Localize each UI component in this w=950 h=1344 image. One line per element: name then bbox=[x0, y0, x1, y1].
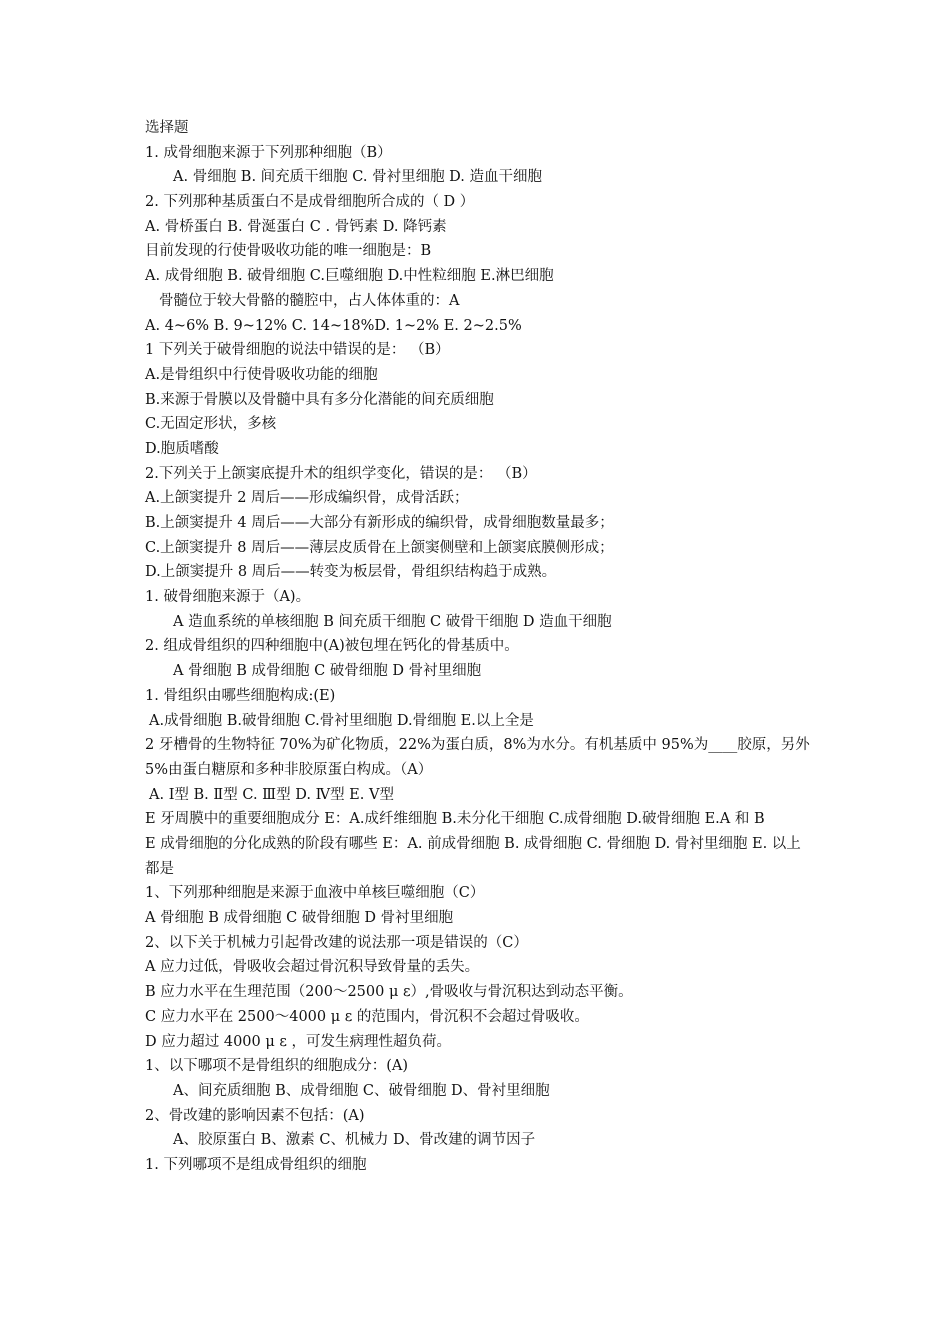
text-line: B.来源于骨膜以及骨髓中具有多分化潜能的间充质细胞 bbox=[145, 391, 494, 408]
text-line: 1. 下列哪项不是组成骨组织的细胞 bbox=[145, 1156, 367, 1173]
text-line: A 骨细胞 B 成骨细胞 C 破骨细胞 D 骨衬里细胞 bbox=[173, 663, 482, 680]
text-line: D 应力超过 4000 μ ε ，可发生病理性超负荷。 bbox=[145, 1033, 452, 1050]
text-line: A. 骨细胞 B. 间充质干细胞 C. 骨衬里细胞 D. 造血干细胞 bbox=[173, 169, 543, 186]
text-line: B 应力水平在生理范围（200～2500 μ ε）,骨吸收与骨沉积达到动态平衡。 bbox=[145, 984, 633, 1001]
text-line: 1. 成骨细胞来源于下列那种细胞（B） bbox=[145, 144, 392, 161]
text-line: 1、下列那种细胞是来源于血液中单核巨噬细胞（C） bbox=[145, 885, 485, 902]
text-line: A 应力过低，骨吸收会超过骨沉积导致骨量的丢失。 bbox=[145, 959, 480, 976]
text-line: A、间充质细胞 B、成骨细胞 C、破骨细胞 D、骨衬里细胞 bbox=[173, 1082, 550, 1099]
text-line: C.无固定形状，多核 bbox=[145, 416, 277, 433]
text-line: 1. 骨组织由哪些细胞构成:(E) bbox=[145, 687, 336, 704]
text-line: C 应力水平在 2500～4000 μ ε 的范围内，骨沉积不会超过骨吸收。 bbox=[145, 1008, 589, 1025]
text-paragraph: E 成骨细胞的分化成熟的阶段有哪些 E：A. 前成骨细胞 B. 成骨细胞 C. 骨细胞 D. 骨衬里细胞 E. 以上都是 bbox=[145, 835, 801, 877]
text-line: A.上颌窦提升 2 周后——形成编织骨，成骨活跃； bbox=[145, 490, 469, 507]
text-line: A.成骨细胞 B.破骨细胞 C.骨衬里细胞 D.骨细胞 E.以上全是 bbox=[149, 712, 534, 729]
text-line: 2.下列关于上颌窦底提升术的组织学变化，错误的是： （B） bbox=[145, 465, 537, 482]
text-line: 2、以下关于机械力引起骨改建的说法那一项是错误的（C） bbox=[145, 934, 528, 951]
text-line: 1 下列关于破骨细胞的说法中错误的是： （B） bbox=[145, 342, 450, 359]
text-line: C.上颌窦提升 8 周后——薄层皮质骨在上颌窦侧壁和上颌窦底膜侧形成； bbox=[145, 539, 614, 556]
text-line: A. 4~6% B. 9~12% C. 14~18%D. 1~2% E. 2~2.5% bbox=[145, 317, 522, 334]
document-body bbox=[145, 116, 815, 1178]
text-line: A.是骨组织中行使骨吸收功能的细胞 bbox=[145, 366, 378, 383]
text-line: A. Ⅰ型 B. Ⅱ型 C. Ⅲ型 D. Ⅳ型 E. Ⅴ型 bbox=[149, 786, 394, 803]
text-paragraph: E 牙周膜中的重要细胞成分 E：A.成纤维细胞 B.未分化干细胞 C.成骨细胞 D.破骨细胞 E.A 和 B bbox=[145, 811, 765, 828]
text-line: A、胶原蛋白 B、激素 C、机械力 D、骨改建的调节因子 bbox=[173, 1132, 536, 1149]
text-line: A 造血系统的单核细胞 B 间充质干细胞 C 破骨干细胞 D 造血干细胞 bbox=[173, 613, 612, 630]
text-line: A. 骨桥蛋白 B. 骨涎蛋白 C . 骨钙素 D. 降钙素 bbox=[145, 218, 447, 235]
text-line: 2. 组成骨组织的四种细胞中(A)被包埋在钙化的骨基质中。 bbox=[145, 638, 519, 655]
text-line: 1、以下哪项不是骨组织的细胞成分：(A) bbox=[145, 1058, 409, 1075]
text-line: 选择题 bbox=[145, 120, 189, 136]
text-line: 2、骨改建的影响因素不包括：(A) bbox=[145, 1107, 365, 1124]
text-line: 1. 破骨细胞来源于（A)。 bbox=[145, 589, 311, 606]
text-line: D.胞质嗜酸 bbox=[145, 440, 219, 457]
text-line: A 骨细胞 B 成骨细胞 C 破骨细胞 D 骨衬里细胞 bbox=[145, 910, 454, 927]
text-line: A. 成骨细胞 B. 破骨细胞 C.巨噬细胞 D.中性粒细胞 E.淋巴细胞 bbox=[145, 268, 554, 285]
text-line: 目前发现的行使骨吸收功能的唯一细胞是：B bbox=[145, 243, 432, 260]
text-line: 2. 下列那种基质蛋白不是成骨细胞所合成的（ D ） bbox=[145, 194, 475, 211]
text-paragraph: 2 牙槽骨的生物特征 70%为矿化物质，22%为蛋白质，8%为水分。有机基质中 95%为____胶原，另外 5%由蛋白糖原和多种非胶原蛋白构成。（A） bbox=[145, 737, 810, 778]
text-line: 骨髓位于较大骨骼的髓腔中，占人体体重的：A bbox=[159, 292, 460, 309]
text-line: D.上颌窦提升 8 周后——转变为板层骨，骨组织结构趋于成熟。 bbox=[145, 564, 557, 581]
text-line: B.上颌窦提升 4 周后——大部分有新形成的编织骨，成骨细胞数量最多； bbox=[145, 515, 614, 531]
